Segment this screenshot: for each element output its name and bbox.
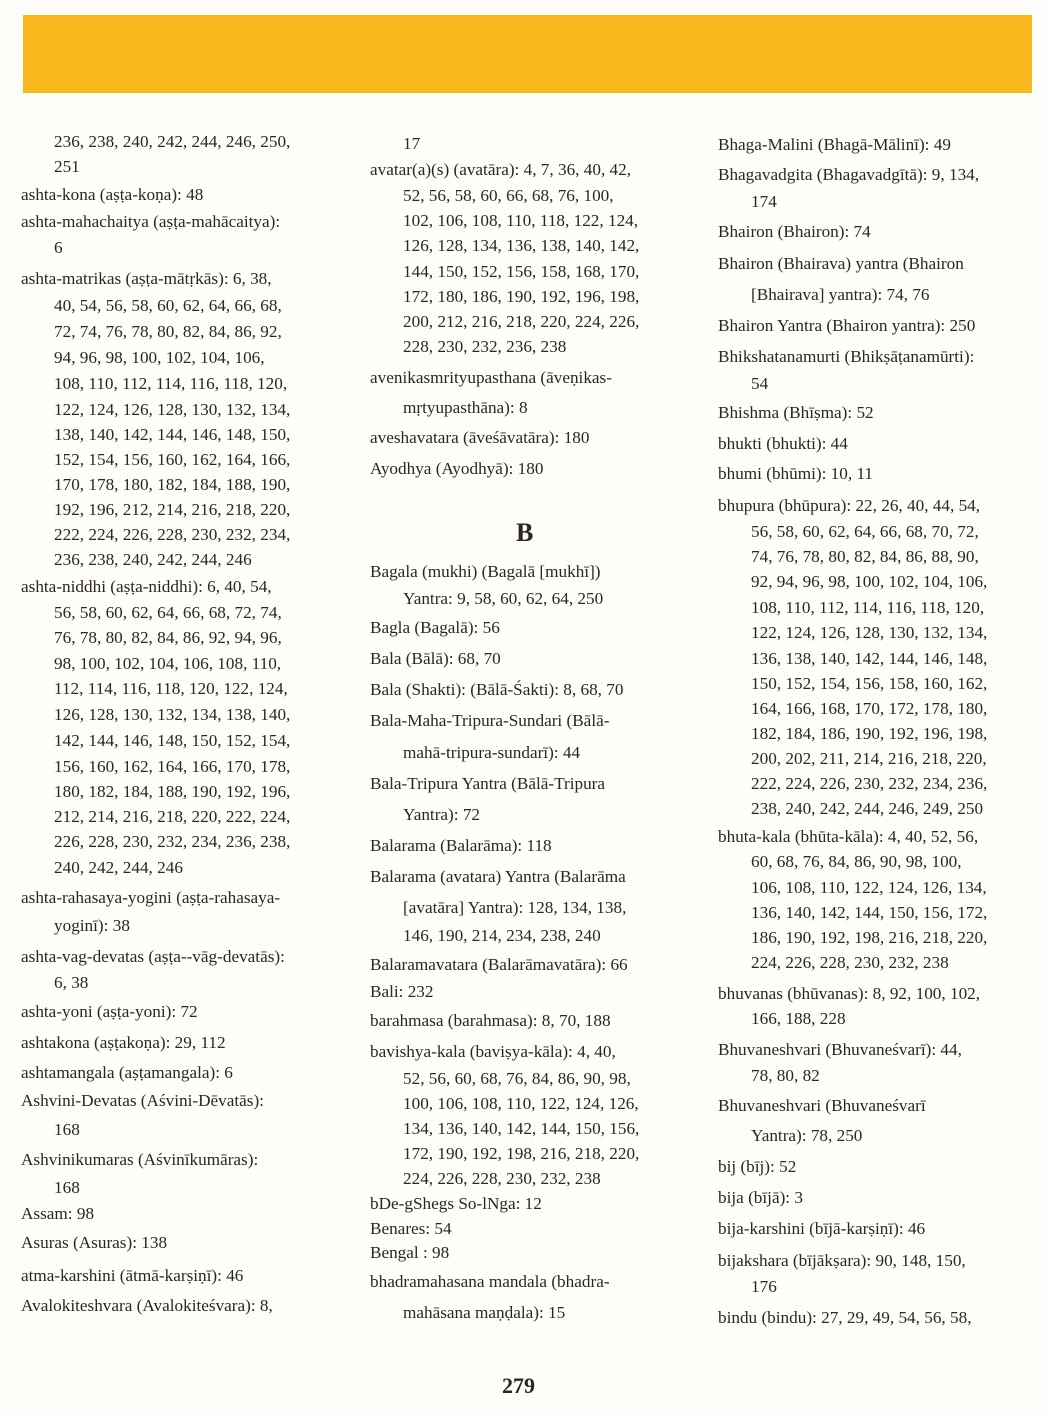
index-line: 94, 96, 98, 100, 102, 104, 106,: [54, 348, 265, 367]
header-color-band: [23, 15, 1032, 93]
index-entry: Balarama (avatara) Yantra (Balarāma: [370, 867, 626, 886]
index-line: 72, 74, 76, 78, 80, 82, 84, 86, 92,: [54, 322, 282, 341]
index-entry: ashta-vag-devatas (aṣṭa--vāg-devatās):: [21, 947, 285, 966]
index-entry: bhumi (bhūmi): 10, 11: [718, 464, 873, 483]
index-line: 126, 128, 134, 136, 138, 140, 142,: [403, 236, 640, 255]
index-line: 222, 224, 226, 230, 232, 234, 236,: [751, 774, 988, 793]
index-entry: bDe-gShegs So-lNga: 12: [370, 1194, 542, 1213]
index-line: 228, 230, 232, 236, 238: [403, 337, 567, 356]
index-line: 224, 226, 228, 230, 232, 238: [403, 1169, 601, 1188]
index-entry: bhadramahasana mandala (bhadra-: [370, 1272, 610, 1291]
index-line: 172, 180, 186, 190, 192, 196, 198,: [403, 287, 640, 306]
index-entry: bindu (bindu): 27, 29, 49, 54, 56, 58,: [718, 1308, 972, 1327]
index-entry: Balaramavatara (Balarāmavatāra): 66: [370, 955, 628, 974]
index-line: 100, 106, 108, 110, 122, 124, 126,: [403, 1094, 639, 1113]
index-line: 150, 152, 154, 156, 158, 160, 162,: [751, 674, 988, 693]
index-line: 164, 166, 168, 170, 172, 178, 180,: [751, 699, 988, 718]
index-entry: Bhaga-Malini (Bhagā-Mālinī): 49: [718, 135, 951, 154]
index-line: mahā-tripura-sundarī): 44: [403, 743, 581, 762]
index-entry: Bali: 232: [370, 982, 434, 1001]
index-entry: bijakshara (bījākṣara): 90, 148, 150,: [718, 1251, 966, 1270]
index-entry: Bagala (mukhi) (Bagalā [mukhī]): [370, 562, 601, 581]
index-line: [Bhairava] yantra): 74, 76: [751, 285, 930, 304]
index-line: 52, 56, 58, 60, 66, 68, 76, 100,: [403, 186, 614, 205]
index-line: 108, 110, 112, 114, 116, 118, 120,: [751, 598, 985, 617]
index-entry: Bengal : 98: [370, 1243, 450, 1262]
index-entry: ashta-matrikas (aṣṭa-mātṛkās): 6, 38,: [21, 269, 272, 288]
index-entry: Avalokiteshvara (Avalokiteśvara): 8,: [21, 1296, 273, 1315]
index-entry: ashtakona (aṣṭakoṇa): 29, 112: [21, 1033, 226, 1052]
index-entry: ashtamangala (aṣṭamangala): 6: [21, 1063, 233, 1082]
index-line: 192, 196, 212, 214, 216, 218, 220,: [54, 500, 291, 519]
index-entry: Benares: 54: [370, 1219, 452, 1238]
index-line: 240, 242, 244, 246: [54, 858, 183, 877]
index-entry: bhukti (bhukti): 44: [718, 434, 848, 453]
index-line: 142, 144, 146, 148, 150, 152, 154,: [54, 731, 291, 750]
index-entry: bija-karshini (bījā-karṣiṇī): 46: [718, 1219, 926, 1238]
index-line: 6: [54, 238, 63, 257]
index-line: 180, 182, 184, 188, 190, 192, 196,: [54, 782, 291, 801]
index-line: 60, 68, 76, 84, 86, 90, 98, 100,: [751, 852, 962, 871]
index-line: 236, 238, 240, 242, 244, 246, 250,: [54, 132, 291, 151]
index-line: 6, 38: [54, 973, 89, 992]
index-entry: Asuras (Asuras): 138: [21, 1233, 168, 1252]
index-line: 170, 178, 180, 182, 184, 188, 190,: [54, 475, 291, 494]
index-line: 168: [54, 1120, 80, 1139]
index-entry: Bhairon (Bhairon): 74: [718, 222, 871, 241]
index-line: 106, 108, 110, 122, 124, 126, 134,: [751, 878, 987, 897]
index-line: 146, 190, 214, 234, 238, 240: [403, 926, 601, 945]
index-entry: ashta-mahachaitya (aṣṭa-mahācaitya):: [21, 212, 281, 231]
index-line: 174: [751, 192, 777, 211]
index-line: mahāsana maṇḍala): 15: [403, 1303, 566, 1322]
index-line: Yantra): 78, 250: [751, 1126, 863, 1145]
index-entry: Bhairon (Bhairava) yantra (Bhairon: [718, 254, 964, 273]
index-line: 76, 78, 80, 82, 84, 86, 92, 94, 96,: [54, 628, 282, 647]
index-line: 144, 150, 152, 156, 158, 168, 170,: [403, 262, 640, 281]
index-entry: Assam: 98: [21, 1204, 95, 1223]
index-entry: Bhikshatanamurti (Bhikṣāṭanamūrti):: [718, 347, 975, 366]
index-line: 136, 138, 140, 142, 144, 146, 148,: [751, 649, 988, 668]
index-line: mṛtyupasthāna): 8: [403, 398, 528, 417]
index-entry: Bhuvaneshvari (Bhuvaneśvarī): 44,: [718, 1040, 962, 1059]
index-entry: ashta-niddhi (aṣṭa-niddhi): 6, 40, 54,: [21, 577, 272, 596]
index-line: 186, 190, 192, 198, 216, 218, 220,: [751, 928, 988, 947]
index-entry: avenikasmrityupasthana (āveṇikas-: [370, 368, 612, 387]
index-line: 176: [751, 1277, 777, 1296]
index-line: 122, 124, 126, 128, 130, 132, 134,: [54, 400, 291, 419]
index-entry: ashta-kona (aṣṭa-koṇa): 48: [21, 185, 204, 204]
page-number: 279: [502, 1373, 535, 1398]
index-line: 172, 190, 192, 198, 216, 218, 220,: [403, 1144, 640, 1163]
index-line: 251: [54, 157, 80, 176]
section-letter: B: [516, 518, 534, 547]
index-entry: bija (bījā): 3: [718, 1188, 803, 1207]
index-line: 152, 154, 156, 160, 162, 164, 166,: [54, 450, 291, 469]
index-line: 92, 94, 96, 98, 100, 102, 104, 106,: [751, 572, 988, 591]
index-line: 102, 106, 108, 110, 118, 122, 124,: [403, 211, 639, 230]
index-entry: aveshavatara (āveśāvatāra): 180: [370, 428, 590, 447]
index-entry: Bhairon Yantra (Bhairon yantra): 250: [718, 316, 976, 335]
index-entry: Bala (Shakti): (Bālā-Śakti): 8, 68, 70: [370, 680, 624, 699]
index-entry: avatar(a)(s) (avatāra): 4, 7, 36, 40, 42,: [370, 160, 632, 179]
index-entry: bij (bīj): 52: [718, 1157, 797, 1176]
index-line: 126, 128, 130, 132, 134, 138, 140,: [54, 705, 291, 724]
index-entry: bhuta-kala (bhūta-kāla): 4, 40, 52, 56,: [718, 827, 979, 846]
index-entry: Bala-Maha-Tripura-Sundari (Bālā-: [370, 711, 610, 730]
index-line: yoginī): 38: [54, 916, 130, 935]
index-entry: barahmasa (barahmasa): 8, 70, 188: [370, 1011, 611, 1030]
index-entry: Bhishma (Bhīṣma): 52: [718, 403, 874, 422]
index-line: 138, 140, 142, 144, 146, 148, 150,: [54, 425, 291, 444]
index-entry: bhuvanas (bhūvanas): 8, 92, 100, 102,: [718, 984, 981, 1003]
index-line: 168: [54, 1178, 80, 1197]
index-line: 200, 212, 216, 218, 220, 224, 226,: [403, 312, 640, 331]
index-line: 52, 56, 60, 68, 76, 84, 86, 90, 98,: [403, 1069, 631, 1088]
index-entry: bhupura (bhūpura): 22, 26, 40, 44, 54,: [718, 496, 981, 515]
index-line: 226, 228, 230, 232, 234, 236, 238,: [54, 832, 291, 851]
index-entry: Bala-Tripura Yantra (Bālā-Tripura: [370, 774, 606, 793]
index-entry: Bhuvaneshvari (Bhuvaneśvarī: [718, 1096, 926, 1115]
index-line: 17: [403, 134, 421, 153]
index-line: [avatāra] Yantra): 128, 134, 138,: [403, 898, 627, 917]
index-line: 56, 58, 60, 62, 64, 66, 68, 72, 74,: [54, 603, 282, 622]
index-line: Yantra: 9, 58, 60, 62, 64, 250: [403, 589, 604, 608]
index-line: Yantra): 72: [403, 805, 481, 824]
index-line: 56, 58, 60, 62, 64, 66, 68, 70, 72,: [751, 522, 979, 541]
index-entry: Balarama (Balarāma): 118: [370, 836, 552, 855]
index-entry: Ashvini-Devatas (Aśvini-Dēvatās):: [21, 1091, 264, 1110]
index-entry: ashta-rahasaya-yogini (aṣṭa-rahasaya-: [21, 888, 281, 907]
index-line: 98, 100, 102, 104, 106, 108, 110,: [54, 654, 282, 673]
index-line: 40, 54, 56, 58, 60, 62, 64, 66, 68,: [54, 296, 282, 315]
index-line: 134, 136, 140, 142, 144, 150, 156,: [403, 1119, 640, 1138]
index-line: 112, 114, 116, 118, 120, 122, 124,: [54, 679, 288, 698]
index-line: 200, 202, 211, 214, 216, 218, 220,: [751, 749, 987, 768]
index-line: 236, 238, 240, 242, 244, 246: [54, 550, 252, 569]
index-line: 224, 226, 228, 230, 232, 238: [751, 953, 949, 972]
index-entry: bavishya-kala (baviṣya-kāla): 4, 40,: [370, 1042, 616, 1061]
index-line: 222, 224, 226, 228, 230, 232, 234,: [54, 525, 291, 544]
index-entry: atma-karshini (ātmā-karṣiṇī): 46: [21, 1266, 244, 1285]
index-line: 136, 140, 142, 144, 150, 156, 172,: [751, 903, 988, 922]
index-line: 122, 124, 126, 128, 130, 132, 134,: [751, 623, 988, 642]
index-line: 166, 188, 228: [751, 1009, 846, 1028]
index-line: 212, 214, 216, 218, 220, 222, 224,: [54, 807, 291, 826]
index-entry: ashta-yoni (aṣṭa-yoni): 72: [21, 1002, 198, 1021]
index-line: 108, 110, 112, 114, 116, 118, 120,: [54, 374, 288, 393]
index-line: 78, 80, 82: [751, 1066, 820, 1085]
index-line: 74, 76, 78, 80, 82, 84, 86, 88, 90,: [751, 547, 979, 566]
index-entry: Bhagavadgita (Bhagavadgītā): 9, 134,: [718, 165, 980, 184]
index-entry: Ayodhya (Ayodhyā): 180: [370, 459, 544, 478]
index-line: 54: [751, 374, 769, 393]
index-line: 182, 184, 186, 190, 192, 196, 198,: [751, 724, 988, 743]
index-entry: Bagla (Bagalā): 56: [370, 618, 500, 637]
index-entry: Ashvinikumaras (Aśvinīkumāras):: [21, 1150, 259, 1169]
index-line: 238, 240, 242, 244, 246, 249, 250: [751, 799, 984, 818]
index-entry: Bala (Bālā): 68, 70: [370, 649, 501, 668]
index-line: 156, 160, 162, 164, 166, 170, 178,: [54, 757, 291, 776]
